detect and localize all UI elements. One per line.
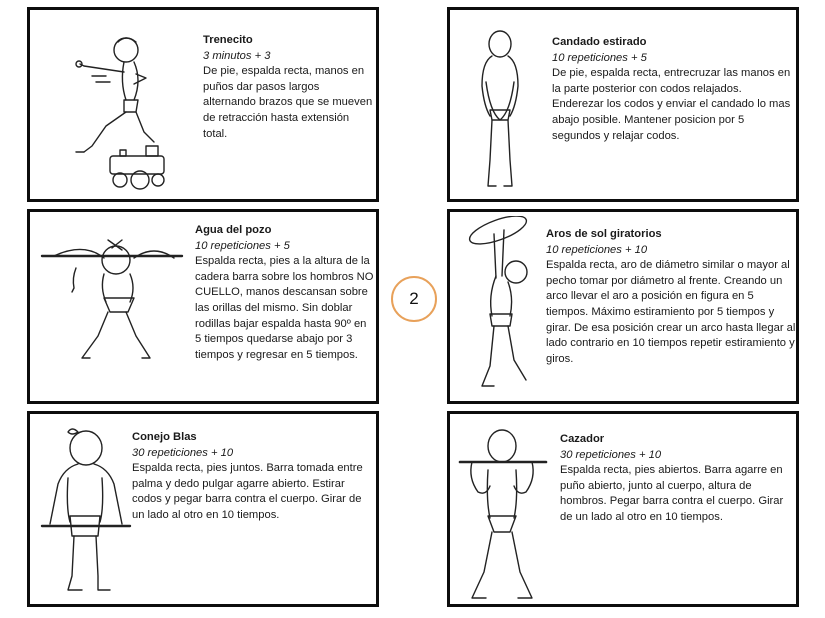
exercise-reps: 30 repeticiones + 10 bbox=[132, 446, 234, 459]
exercise-reps: 10 repeticiones + 5 bbox=[195, 239, 290, 252]
child-holding-bar-behind-back-icon bbox=[38, 426, 133, 601]
exercise-description: Espalda recta, pies abiertos. Barra agarre en puño abierto, junto al cuerpo, altura de hombros. Pegar barra contra el cuerpo. Girar de un lado al otro en 10 tiempos. bbox=[560, 464, 784, 523]
exercise-description: Espalda recta, pies a la altura de la cadera barra sobre los hombros NO CUELLO, manos descansan sobre las orillas del mismo. Sin doblar rodillas bajar espalda hasta 90º en 5 tiempos quedarse abajo por 3 tiempos y regresar en 5 tiempos. bbox=[195, 255, 374, 361]
exercise-reps: 3 minutos + 3 bbox=[203, 49, 271, 62]
child-hands-clasped-behind-icon bbox=[470, 22, 530, 197]
exercise-text bbox=[132, 430, 377, 524]
exercise-description: Espalda recta, aro de diámetro similar o mayor al pecho tomar por diámetro al frente. Creando un arco llevar el aro a posición en figura en 5 tiempos. Máximo estiramiento por 5 tiempos y girar. De esa posición crear un arco hasta llegar al lado contrario en 10 tiempos repetir estiramiento y giros. bbox=[546, 259, 796, 365]
exercise-title: Trenecito bbox=[203, 34, 253, 46]
exercise-card-candado-estirado bbox=[447, 7, 799, 202]
exercise-title: Agua del pozo bbox=[195, 224, 272, 236]
exercise-card-trenecito bbox=[27, 7, 379, 202]
exercise-text bbox=[546, 227, 796, 367]
exercise-text bbox=[560, 432, 795, 526]
exercise-description: De pie, espalda recta, entrecruzar las manos en la parte posterior con codos relajados. Enderezar los codos y enviar el candado lo mas abajo posible. Mantener posicion por 5 segundos y relajar codos. bbox=[552, 67, 791, 142]
exercise-card-agua-del-pozo bbox=[27, 209, 379, 404]
exercise-description: Espalda recta, pies juntos. Barra tomada entre palma y dedo pulgar agarre abierto. Estirar codos y pegar barra contra el cuerpo. Girar de un lado al otro en 10 tiempos. bbox=[132, 462, 363, 521]
exercise-reps: 10 repeticiones + 10 bbox=[546, 243, 648, 256]
child-running-with-toy-train-icon bbox=[54, 28, 174, 193]
exercise-title: Conejo Blas bbox=[132, 431, 197, 443]
child-bending-with-bar-icon bbox=[34, 226, 184, 366]
exercise-card-cazador bbox=[447, 411, 799, 607]
child-bar-on-shoulders-icon bbox=[458, 426, 548, 606]
exercise-text bbox=[195, 223, 375, 363]
exercise-text bbox=[203, 33, 373, 142]
exercise-reps: 30 repeticiones + 10 bbox=[560, 448, 662, 461]
page-number-badge bbox=[391, 276, 437, 322]
exercise-title: Candado estirado bbox=[552, 36, 647, 48]
exercise-reps: 10 repeticiones + 5 bbox=[552, 51, 647, 64]
exercise-title: Cazador bbox=[560, 433, 605, 445]
exercise-card-aros-de-sol bbox=[447, 209, 799, 404]
exercise-card-conejo-blas bbox=[27, 411, 379, 607]
exercise-text bbox=[552, 35, 792, 144]
page-number: 2 bbox=[409, 289, 419, 308]
exercise-title: Aros de sol giratorios bbox=[546, 228, 662, 240]
child-stretching-with-hoop-icon bbox=[460, 216, 540, 396]
exercise-description: De pie, espalda recta, manos en puños dar pasos largos alternando brazos que se mueven de retracción hasta extensión total. bbox=[203, 65, 373, 140]
